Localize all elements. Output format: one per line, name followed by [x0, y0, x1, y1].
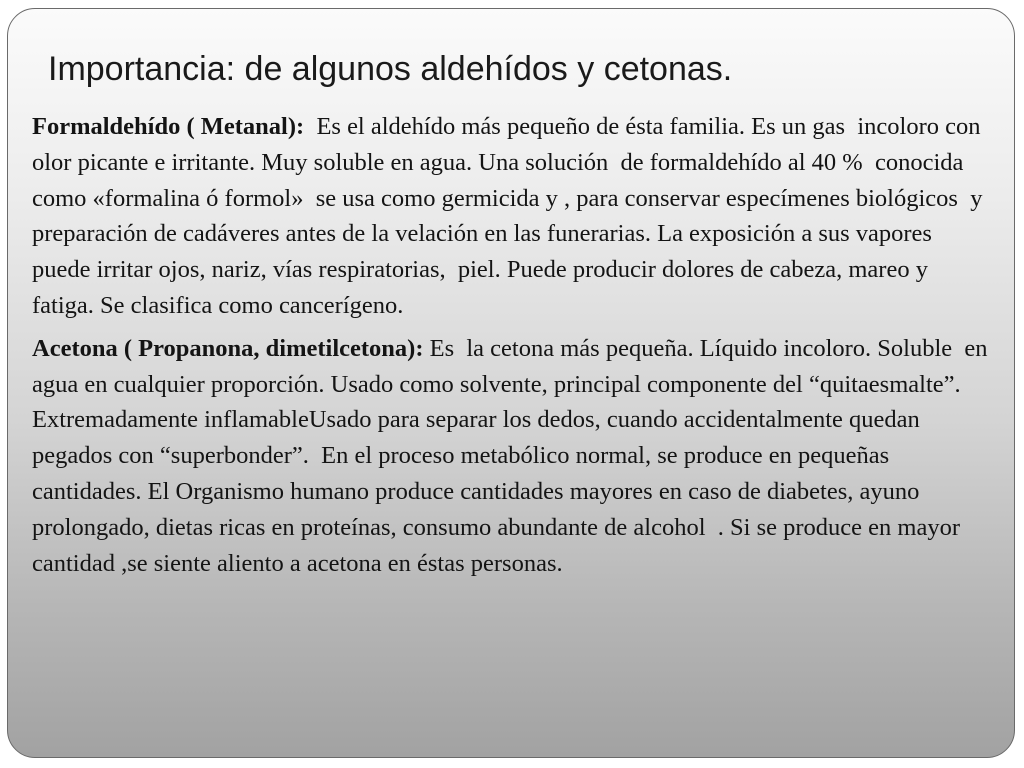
- text-formaldehido: Es el aldehído más pequeño de ésta familia. Es un gas incoloro con olor picante e irritante. Muy soluble en agua. Una solución de formaldehído al 40 % conocida como «formalina ó formol» se usa como germicida y , para conservar especímenes biológicos y preparación de cadáveres antes de la velación en las funerarias. La exposición a sus vapores puede irritar ojos, nariz, vías respiratorias, piel. Puede producir dolores de cabeza, mareo y fatiga. Se clasifica como cancerígeno.: [32, 113, 989, 319]
- term-acetona: Acetona ( Propanona, dimetilcetona):: [32, 334, 424, 362]
- slide-title: Importancia: de algunos aldehídos y cetonas.: [48, 50, 733, 88]
- paragraph-acetona: [32, 331, 994, 582]
- term-formaldehido: Formaldehído ( Metanal):: [32, 113, 305, 140]
- paragraph-formaldehido: [32, 109, 994, 324]
- slide-frame: [7, 8, 1015, 758]
- slide-body: [32, 109, 994, 581]
- text-acetona: Es la cetona más pequeña. Líquido incoloro. Soluble en agua en cualquier proporción. Usado como solvente, principal componente del “quitaesmalte”. Extremadamente inflamableUsado para separar los dedos, cuando accidentalmente quedan pegados con “superbonder”. En el proceso metabólico normal, se produce en pequeñas cantidades. El Organismo humano produce cantidades mayores en caso de diabetes, ayuno prolongado, dietas ricas en proteínas, consumo abundante de alcohol . Si se produce en mayor cantidad ,se siente aliento a acetona en éstas personas.: [32, 334, 994, 577]
